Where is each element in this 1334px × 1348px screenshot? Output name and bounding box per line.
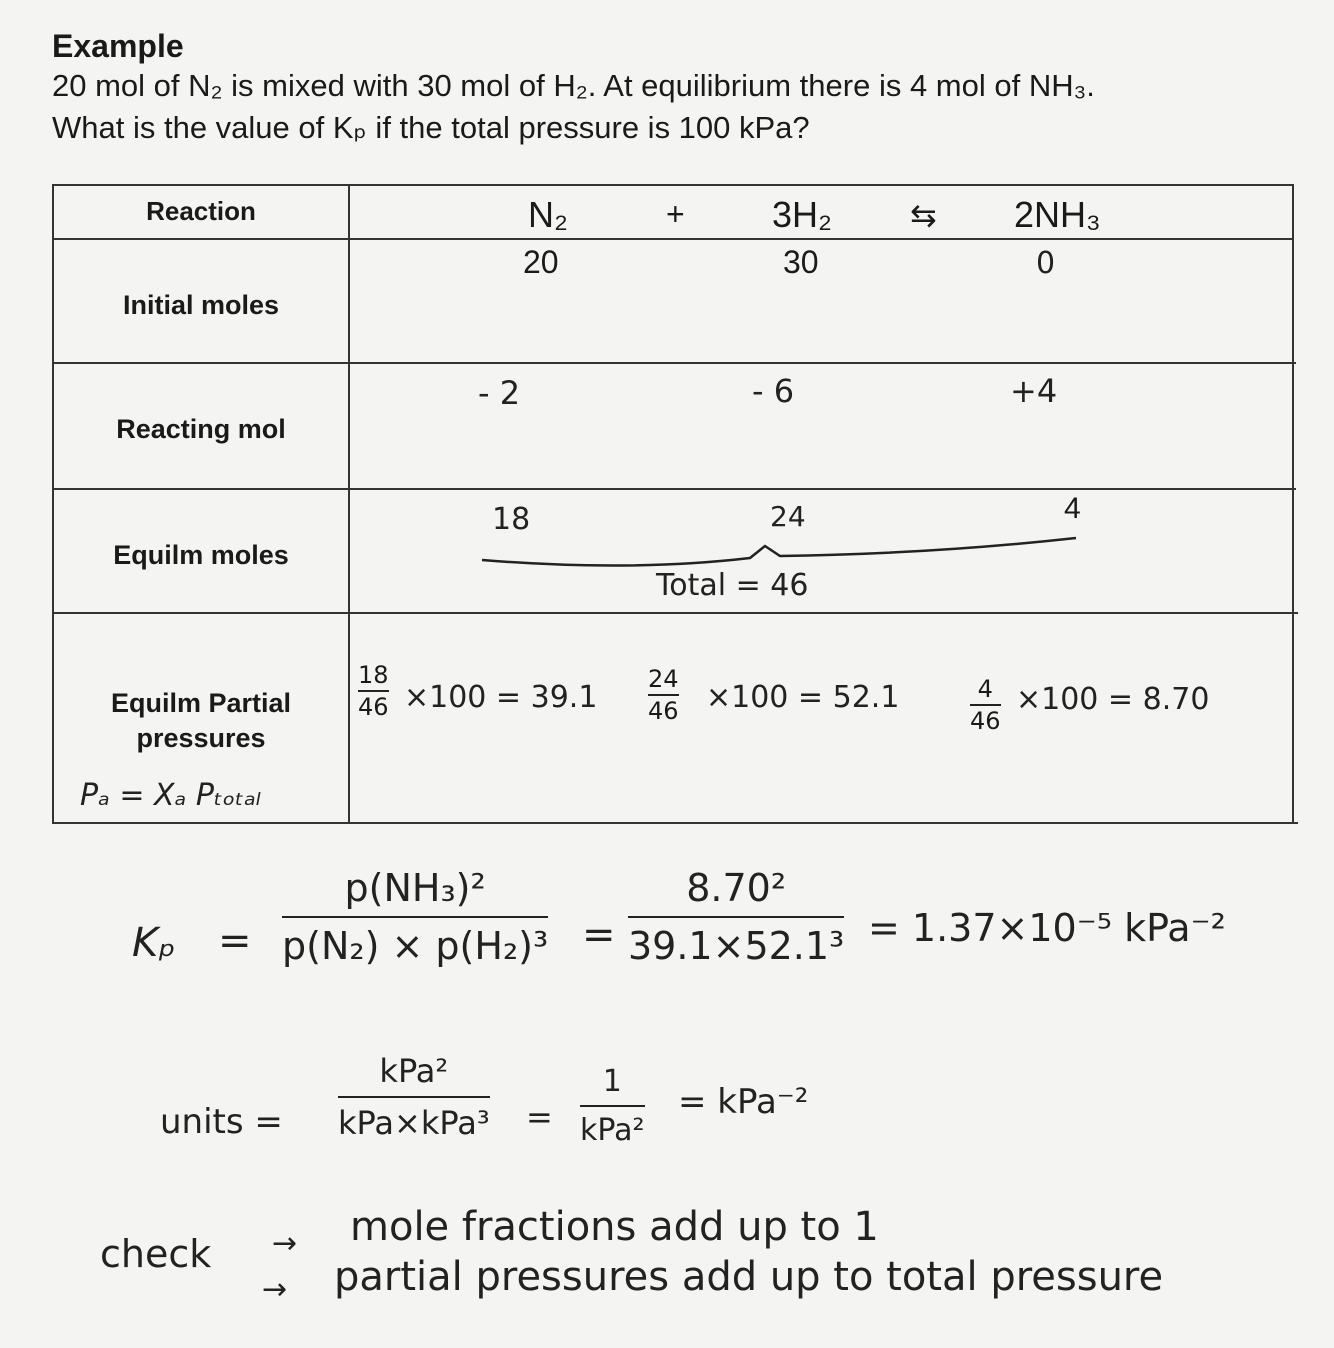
units-result: = kPa⁻² <box>678 1082 809 1122</box>
partial-h2-fraction: 24 46 <box>648 665 679 725</box>
kp-equals-2: = <box>582 912 616 958</box>
reacting-h2: - 6 <box>752 372 795 410</box>
kp-expression-fraction: p(NH₃)² p(N₂) × p(H₂)³ <box>282 866 549 968</box>
partial-n2-value: ×100 = 39.1 <box>404 680 598 715</box>
equilm-n2: 18 <box>492 502 531 537</box>
initial-h2: 30 <box>783 244 819 280</box>
units-fraction-2: 1 kPa² <box>580 1064 645 1148</box>
equilibrium-arrow-icon: ⇆ <box>910 197 937 233</box>
partial-h2-value: ×100 = 52.1 <box>706 680 900 715</box>
kp-result: = 1.37×10⁻⁵ kPa⁻² <box>868 906 1226 950</box>
species-nh3: 2NH₃ <box>1014 194 1101 235</box>
equilm-nh3: 4 <box>1064 492 1081 525</box>
label-pressures: pressures <box>136 723 266 753</box>
question-line-1: 20 mol of N₂ is mixed with 30 mol of H₂. At equilibrium there is 4 mol of NH₃. <box>52 68 1095 103</box>
reacting-n2: - 2 <box>478 374 521 412</box>
partial-nh3-fraction: 4 46 <box>970 675 1001 735</box>
example-title: Example <box>52 28 184 64</box>
label-equilm-moles: Equilm moles <box>113 540 289 570</box>
label-initial-moles: Initial moles <box>122 290 280 320</box>
kp-numeric-fraction: 8.70² 39.1×52.1³ <box>628 866 845 968</box>
units-fraction: kPa² kPa×kPa³ <box>338 1052 490 1142</box>
initial-n2: 20 <box>523 244 559 280</box>
species-h2: 3H₂ <box>772 194 832 235</box>
equilm-h2: 24 <box>770 500 806 533</box>
equilm-total: Total = 46 <box>656 568 809 603</box>
partial-n2-fraction: 18 46 <box>358 661 389 721</box>
label-reaction: Reaction <box>146 196 256 226</box>
arrow-icon: → <box>262 1272 288 1307</box>
label-reacting-mol: Reacting mol <box>116 414 286 444</box>
question-line-2: What is the value of Kₚ if the total pressure is 100 kPa? <box>52 110 810 145</box>
plus-sign: + <box>666 196 685 232</box>
initial-nh3: 0 <box>1036 246 1056 281</box>
units-label: units = <box>160 1102 283 1142</box>
arrow-icon: → <box>272 1226 298 1261</box>
label-equilm-partial: Equilm Partial <box>110 688 292 718</box>
units-equals: = <box>526 1098 553 1136</box>
kp-equals-1: = <box>218 918 252 964</box>
partial-nh3-value: ×100 = 8.70 <box>1016 682 1210 717</box>
species-n2: N₂ <box>528 194 568 235</box>
kp-symbol: Kₚ <box>132 920 176 966</box>
check-label: check <box>100 1232 212 1276</box>
label-partial-formula: Pₐ = Xₐ Pₜₒₜₐₗ <box>80 778 261 813</box>
reacting-nh3: +4 <box>1010 372 1058 410</box>
check-line-1: mole fractions add up to 1 <box>350 1204 879 1250</box>
check-line-2: partial pressures add up to total pressure <box>334 1254 1164 1300</box>
